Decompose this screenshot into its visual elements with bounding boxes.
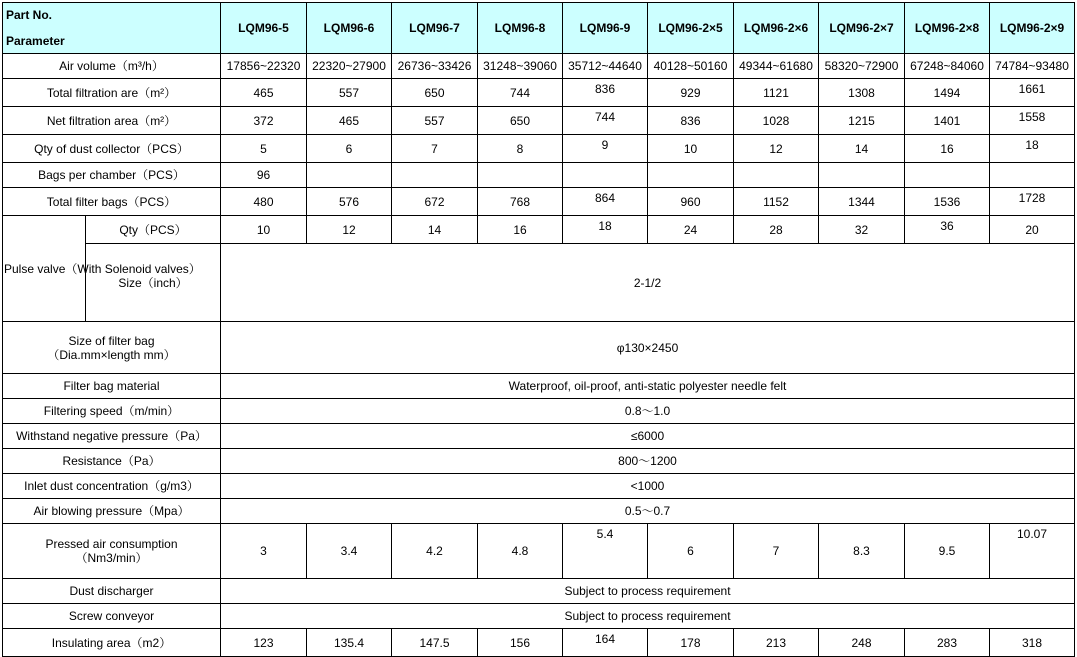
row-label <box>3 524 221 579</box>
cell-value: 164 <box>563 629 648 657</box>
cell-value: 14 <box>392 216 478 244</box>
cell-value: 24 <box>648 216 734 244</box>
row-label: Total filter bags（PCS） <box>3 188 221 216</box>
cell-value: 283 <box>905 629 990 657</box>
row-label <box>3 322 221 374</box>
model-header: LQM96-7 <box>392 3 478 54</box>
row-label: Filtering speed（m/min） <box>3 399 221 424</box>
empty-cell <box>478 163 563 188</box>
cell-value: 32 <box>819 216 905 244</box>
row-label: Qty（PCS） <box>86 216 221 244</box>
empty-cell <box>819 163 905 188</box>
row-label: Air blowing pressure（Mpa） <box>3 499 221 524</box>
row-label: Resistance（Pa） <box>3 449 221 474</box>
cell-value: 6 <box>648 524 734 579</box>
model-header: LQM96-2×8 <box>905 3 990 54</box>
cell-value: 8.3 <box>819 524 905 579</box>
row-label: Net filtration area（m²） <box>3 107 221 135</box>
total-bags-row <box>3 188 1075 216</box>
cell-value: 9.5 <box>905 524 990 579</box>
model-header: LQM96-5 <box>221 3 307 54</box>
cell-value: 67248~84060 <box>905 54 990 79</box>
cell-value: 650 <box>392 79 478 107</box>
cell-value: 1558 <box>990 107 1075 135</box>
empty-cell <box>392 163 478 188</box>
cell-value: 836 <box>563 79 648 107</box>
cell-value: 18 <box>990 135 1075 163</box>
cell-value: 7 <box>734 524 819 579</box>
cell-value: 6 <box>307 135 392 163</box>
air-volume-row <box>3 54 1075 79</box>
row-label: Bags per chamber（PCS） <box>3 163 221 188</box>
cell-value: 20 <box>990 216 1075 244</box>
cell-value: 8 <box>478 135 563 163</box>
merged-value: ≤6000 <box>221 424 1075 449</box>
row-label: Dust discharger <box>3 579 221 604</box>
cell-value: 16 <box>478 216 563 244</box>
row-label-line: Pressed air consumption <box>45 537 178 551</box>
model-header: LQM96-2×9 <box>990 3 1075 54</box>
header-row <box>3 3 1075 54</box>
row-label-line: （Dia.mm×length mm） <box>47 347 176 362</box>
merged-value: φ130×2450 <box>221 322 1075 374</box>
cell-value: 12 <box>734 135 819 163</box>
cell-value: 31248~39060 <box>478 54 563 79</box>
cell-value: 768 <box>478 188 563 216</box>
model-header: LQM96-2×7 <box>819 3 905 54</box>
row-label: Size（inch） <box>86 244 221 322</box>
row-label: Insulating area（m2） <box>3 629 221 657</box>
cell-value: 213 <box>734 629 819 657</box>
cell-value: 18 <box>563 216 648 244</box>
cell-value: 49344~61680 <box>734 54 819 79</box>
bags-per-chamber-row <box>3 163 1075 188</box>
cell-value: 1728 <box>990 188 1075 216</box>
cell-value: 836 <box>648 107 734 135</box>
merged-value: <1000 <box>221 474 1075 499</box>
cell-value: 17856~22320 <box>221 54 307 79</box>
screw-conveyor-row <box>3 604 1075 629</box>
cell-value: 3.4 <box>307 524 392 579</box>
cell-value: 123 <box>221 629 307 657</box>
cell-value: 318 <box>990 629 1075 657</box>
cell-value: 4.2 <box>392 524 478 579</box>
cell-value: 36 <box>905 216 990 244</box>
cell-value: 147.5 <box>392 629 478 657</box>
merged-value: 0.5～0.7 <box>221 499 1075 524</box>
resistance-row <box>3 449 1075 474</box>
corner-cell <box>3 3 221 54</box>
insulating-row <box>3 629 1075 657</box>
empty-cell <box>905 163 990 188</box>
cell-value: 58320~72900 <box>819 54 905 79</box>
cell-value: 557 <box>392 107 478 135</box>
row-label: Filter bag material <box>3 374 221 399</box>
empty-cell <box>734 163 819 188</box>
cell-value: 1536 <box>905 188 990 216</box>
pulse-valve-label: Pulse valve（With Solenoid valves） <box>3 216 86 322</box>
cell-value: 372 <box>221 107 307 135</box>
empty-cell <box>563 163 648 188</box>
cell-value: 35712~44640 <box>563 54 648 79</box>
cell-value: 96 <box>221 163 307 188</box>
inlet-dust-row <box>3 474 1075 499</box>
cell-value: 465 <box>221 79 307 107</box>
row-label: Withstand negative pressure（Pa） <box>3 424 221 449</box>
cell-value: 16 <box>905 135 990 163</box>
cell-value: 1121 <box>734 79 819 107</box>
cell-value: 9 <box>563 135 648 163</box>
cell-value: 7 <box>392 135 478 163</box>
row-label-line: （Nm3/min） <box>75 551 148 565</box>
cell-value: 1344 <box>819 188 905 216</box>
part-no-label: Part No. <box>6 8 53 22</box>
row-label: Screw conveyor <box>3 604 221 629</box>
merged-value: Subject to process requirement <box>221 579 1075 604</box>
total-filtration-row <box>3 79 1075 107</box>
row-label: Qty of dust collector（PCS） <box>3 135 221 163</box>
net-filtration-row <box>3 107 1075 135</box>
merged-value: Subject to process requirement <box>221 604 1075 629</box>
bag-material-row <box>3 374 1075 399</box>
cell-value: 28 <box>734 216 819 244</box>
cell-value: 480 <box>221 188 307 216</box>
cell-value: 156 <box>478 629 563 657</box>
merged-value: 2-1/2 <box>221 244 1075 322</box>
cell-value: 74784~93480 <box>990 54 1075 79</box>
cell-value: 22320~27900 <box>307 54 392 79</box>
merged-value: Waterproof, oil-proof, anti-static polyester needle felt <box>221 374 1075 399</box>
cell-value: 10.07 <box>990 524 1075 579</box>
air-blowing-row <box>3 499 1075 524</box>
empty-cell <box>307 163 392 188</box>
cell-value: 576 <box>307 188 392 216</box>
cell-value: 744 <box>563 107 648 135</box>
cell-value: 1494 <box>905 79 990 107</box>
row-label: Air volume（m³/h） <box>3 54 221 79</box>
cell-value: 135.4 <box>307 629 392 657</box>
cell-value: 178 <box>648 629 734 657</box>
cell-value: 465 <box>307 107 392 135</box>
cell-value: 248 <box>819 629 905 657</box>
model-header: LQM96-6 <box>307 3 392 54</box>
qty-collector-row <box>3 135 1075 163</box>
cell-value: 26736~33426 <box>392 54 478 79</box>
empty-cell <box>648 163 734 188</box>
pulse-size-row <box>3 244 1075 322</box>
pulse-qty-row <box>3 216 1075 244</box>
neg-pressure-row <box>3 424 1075 449</box>
dust-discharger-row <box>3 579 1075 604</box>
cell-value: 864 <box>563 188 648 216</box>
bag-size-row <box>3 322 1075 374</box>
cell-value: 1661 <box>990 79 1075 107</box>
merged-value: 0.8～1.0 <box>221 399 1075 424</box>
cell-value: 1401 <box>905 107 990 135</box>
row-label: Total filtration are（m²） <box>3 79 221 107</box>
cell-value: 3 <box>221 524 307 579</box>
model-header: LQM96-2×6 <box>734 3 819 54</box>
cell-value: 929 <box>648 79 734 107</box>
cell-value: 960 <box>648 188 734 216</box>
model-header: LQM96-9 <box>563 3 648 54</box>
cell-value: 12 <box>307 216 392 244</box>
cell-value: 40128~50160 <box>648 54 734 79</box>
pressed-air-row <box>3 524 1075 579</box>
cell-value: 744 <box>478 79 563 107</box>
cell-value: 557 <box>307 79 392 107</box>
cell-value: 10 <box>221 216 307 244</box>
cell-value: 1152 <box>734 188 819 216</box>
merged-value: 800～1200 <box>221 449 1075 474</box>
cell-value: 5 <box>221 135 307 163</box>
cell-value: 4.8 <box>478 524 563 579</box>
cell-value: 1308 <box>819 79 905 107</box>
row-label: Inlet dust concentration（g/m3） <box>3 474 221 499</box>
model-header: LQM96-8 <box>478 3 563 54</box>
cell-value: 1028 <box>734 107 819 135</box>
cell-value: 650 <box>478 107 563 135</box>
spec-table <box>2 2 1075 657</box>
parameter-label: Parameter <box>6 34 65 48</box>
cell-value: 1215 <box>819 107 905 135</box>
row-label-line: Size of filter bag <box>68 333 155 348</box>
model-header: LQM96-2×5 <box>648 3 734 54</box>
cell-value: 14 <box>819 135 905 163</box>
cell-value: 5.4 <box>563 524 648 579</box>
cell-value: 10 <box>648 135 734 163</box>
empty-cell <box>990 163 1075 188</box>
filter-speed-row <box>3 399 1075 424</box>
cell-value: 672 <box>392 188 478 216</box>
